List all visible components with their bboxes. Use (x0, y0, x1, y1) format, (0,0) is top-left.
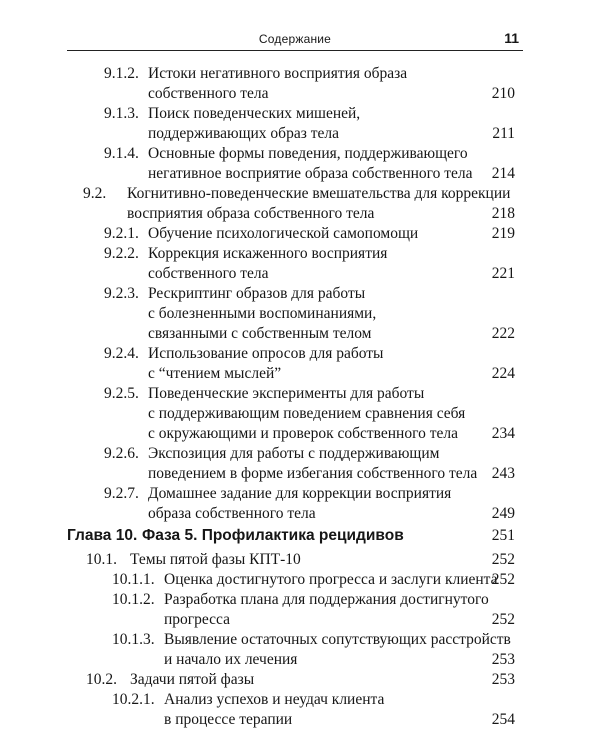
toc-entry-number: 10.2. (86, 671, 117, 688)
toc-entry-title-line: восприятия образа собственного тела (127, 205, 375, 222)
toc-entry-title-line: прогресса (164, 611, 230, 628)
toc-entry-title-line: связанными с собственным телом (148, 325, 372, 342)
toc-entry-title-line: Разработка плана для поддержания достигнутого (164, 591, 489, 608)
toc-entry-page: 234 (491, 425, 515, 442)
toc-entry-number: 9.2.7. (104, 485, 139, 502)
toc-entry-title-line: Истоки негативного восприятия образа (148, 65, 408, 82)
toc-entry-title-line: в процессе терапии (164, 711, 293, 728)
toc-entry-title-line: Фаза 5. Профилактика рецидивов (142, 527, 404, 544)
toc-entry-number: 9.2.6. (104, 445, 139, 462)
toc-entry-number: 10.1. (86, 551, 117, 568)
toc-entry-number: 10.1.2. (112, 591, 155, 608)
toc-entry-title-line: Когнитивно-поведенческие вмешательства для коррекции (127, 185, 511, 202)
toc-entry-number: 9.1.2. (104, 65, 139, 82)
toc-entry-page: 214 (491, 165, 515, 182)
toc-entry-number: 9.2.4. (104, 345, 139, 362)
toc-entry-title-line: собственного тела (148, 85, 269, 102)
running-header (67, 28, 523, 51)
toc-entry-title-line: собственного тела (148, 265, 269, 282)
header-page-number: 11 (504, 30, 519, 46)
toc-entry-title-line: с окружающими и проверок собственного тела (148, 425, 458, 442)
toc-entry-number: 9.2.2. (104, 245, 139, 262)
toc-entry-title-line: Основные формы поведения, поддерживающего (148, 145, 468, 162)
toc-entry-title-line: Домашнее задание для коррекции восприятия (148, 485, 452, 502)
toc-entry-title-line: с поддерживающим поведением сравнения себя (148, 405, 466, 422)
toc-entry-title-line: с болезненными воспоминаниями, (148, 305, 377, 322)
toc-entry-title-line: Задачи пятой фазы (130, 671, 255, 688)
toc-entry-page: 249 (491, 505, 515, 522)
toc-entry-number: 9.2.3. (104, 285, 139, 302)
toc-entry-title-line: Темы пятой фазы КПТ-10 (130, 551, 301, 568)
toc-entry-page: 251 (491, 527, 515, 544)
toc-entry-title-line: поведением в форме избегания собственного тела (148, 465, 478, 482)
toc-entry-title-line: Обучение психологической самопомощи (148, 225, 419, 242)
toc-entry-title-line: Поведенческие эксперименты для работы (148, 385, 425, 402)
toc-entry-page: 254 (491, 711, 515, 728)
toc-entry-title-line: Экспозиция для работы с поддерживающим (148, 445, 440, 462)
toc-entry-title-line: с “чтением мыслей” (148, 365, 282, 382)
toc-entry-page: 222 (491, 325, 515, 342)
toc-entry-page: 253 (491, 651, 515, 668)
toc-entry-title-line: Коррекция искаженного восприятия (148, 245, 388, 262)
toc-entry-page: 252 (491, 611, 515, 628)
toc-entry-page: 253 (491, 671, 515, 688)
toc-entry-title-line: образа собственного тела (148, 505, 316, 522)
toc-entry-number: Глава 10. (67, 527, 138, 544)
toc-entry-page: 252 (491, 571, 515, 588)
toc-entry-title-line: Использование опросов для работы (148, 345, 384, 362)
toc-entry-number: 9.1.3. (104, 105, 139, 122)
toc-entry-number: 10.1.1. (112, 571, 155, 588)
toc-entry-page: 218 (491, 205, 515, 222)
toc-entry-page: 243 (491, 465, 515, 482)
toc-entry-number: 10.2.1. (112, 691, 155, 708)
toc-entry-number: 9.2.5. (104, 385, 139, 402)
toc-entry-title-line: Выявление остаточных сопутствующих расстройств (164, 631, 511, 648)
header-title: Содержание (258, 32, 332, 46)
toc-entry-page: 219 (491, 225, 515, 242)
toc-entry-number: 9.2.1. (104, 225, 139, 242)
toc-entry-title-line: Анализ успехов и неудач клиента (164, 691, 385, 708)
toc-entry-title-line: Рескриптинг образов для работы (148, 285, 366, 302)
toc-entry-number: 9.2. (83, 185, 107, 202)
toc-entry-number: 10.1.3. (112, 631, 155, 648)
toc-entry-page: 211 (492, 125, 515, 142)
toc-entry-page: 210 (491, 85, 515, 102)
toc-entry-page: 224 (491, 365, 515, 382)
toc-entry-number: 9.1.4. (104, 145, 139, 162)
toc-entry-title-line: поддерживающих образ тела (148, 125, 339, 142)
toc-entry-title-line: Оценка достигнутого прогресса и заслуги клиента (164, 571, 498, 588)
toc-entry-title-line: Поиск поведенческих мишеней, (148, 105, 361, 122)
toc-entry-title-line: и начало их лечения (164, 651, 298, 668)
toc-entry-page: 252 (491, 551, 515, 568)
toc-entry-page: 221 (491, 265, 515, 282)
toc-entry-title-line: негативное восприятие образа собственного тела (148, 165, 473, 182)
